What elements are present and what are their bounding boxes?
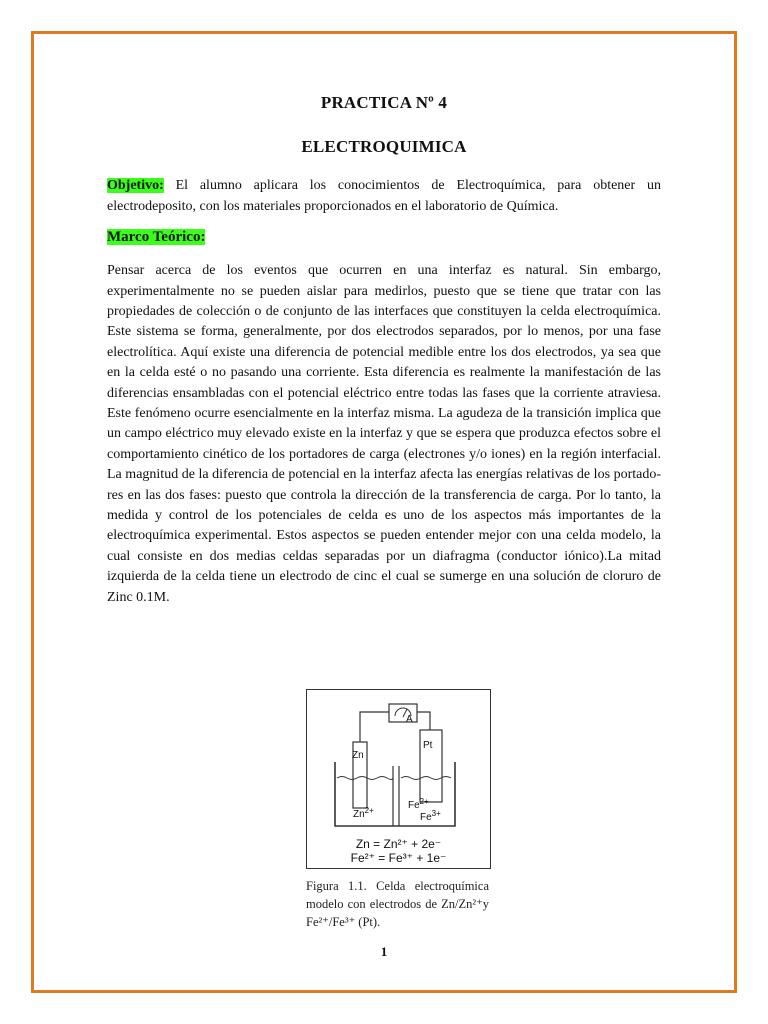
objetivo-paragraph	[107, 176, 661, 217]
zn-ion-label: Zn	[353, 809, 365, 820]
fe2-ion-charge: 2+	[419, 797, 429, 806]
equation-zn: Zn = Zn²⁺ + 2e⁻	[355, 837, 442, 851]
cell-figure	[306, 689, 491, 869]
marco-heading	[107, 227, 661, 247]
svg-text:Fe3+	[420, 809, 441, 823]
ammeter-icon	[389, 704, 417, 722]
meter-label: A	[406, 714, 413, 725]
objetivo-text: El alumno aplicara los conocimientos de Electroquímica, para obtener un electrodeposito, con los materiales proporcionados en el laboratorio de Química.	[107, 178, 661, 214]
fe3-ion-charge: 3+	[431, 809, 441, 818]
figure-caption: Figura 1.1. Celda electroquímica modelo con electrodos de Zn/Zn²⁺y Fe²⁺/Fe³⁺ (Pt).	[306, 879, 489, 929]
marco-paragraph: Pensar acerca de los eventos que ocurren en una interfaz es natural. Sin embargo, experimentalmente no se pueden aislar para medirlos, puesto que se tiene que tratar con las propiedades de colección o de conjunto de las interfaces que constituyen la celda electroquímica. Este sistema se forma, generalmente, por dos electrodos separados, por lo menos, por una fase electrolítica. Aquí existe una diferencia de potencial medible entre los dos electrodos, ya sea que en la celda esté o no pasando una corriente. Esta diferencia es realmente la manifestación de las diferencias ensambladas con el potencial eléctrico entre todas las fases que la corriente atraviesa. Este fenómeno ocurre esencialmente en la interfaz misma. La agudeza de la transición implica que un campo eléctrico muy elevado existe en la interfaz y que se espera que produzca efectos sobre el comportamiento cinético de los portadores de carga (electrones y/o iones) en la región interfacial. La magnitud de la diferencia de potencial en la interfaz afecta las energías relativas de los portado-res en las dos fases: puesto que controla la dirección de la transferencia de carga. Por lo tanto, la medida y control de los potenciales de celda es uno de los aspectos más importantes de la electroquímica experimental. Estos aspectos se pueden entender mejor con una celda modelo, la cual consiste en dos medias celdas separadas por un diafragma (conductor iónico).La mitad izquierda de la celda tiene un electrodo de cinc el cual se sumerge en una solución de cloruro de Zinc 0.1M.	[107, 263, 661, 605]
zn-ion-charge: 2+	[364, 806, 374, 815]
zn-electrode-label: Zn	[352, 750, 364, 761]
marco-label: Marco Teórico:	[107, 229, 206, 246]
page-subtitle: ELECTROQUIMICA	[301, 137, 467, 156]
document-body	[107, 92, 661, 608]
fe2-ion-label: Fe	[408, 800, 420, 811]
pt-electrode-label: Pt	[423, 740, 433, 751]
svg-text:Fe2+	[408, 797, 429, 811]
fe3-ion-label: Fe	[420, 812, 432, 823]
svg-text:Zn2+	[353, 806, 374, 820]
page-title: PRACTICA Nº 4	[320, 93, 448, 112]
objetivo-label: Objetivo:	[107, 178, 164, 193]
equation-fe: Fe²⁺ = Fe³⁺ + 1e⁻	[350, 851, 447, 865]
page-number: 1	[380, 944, 388, 959]
